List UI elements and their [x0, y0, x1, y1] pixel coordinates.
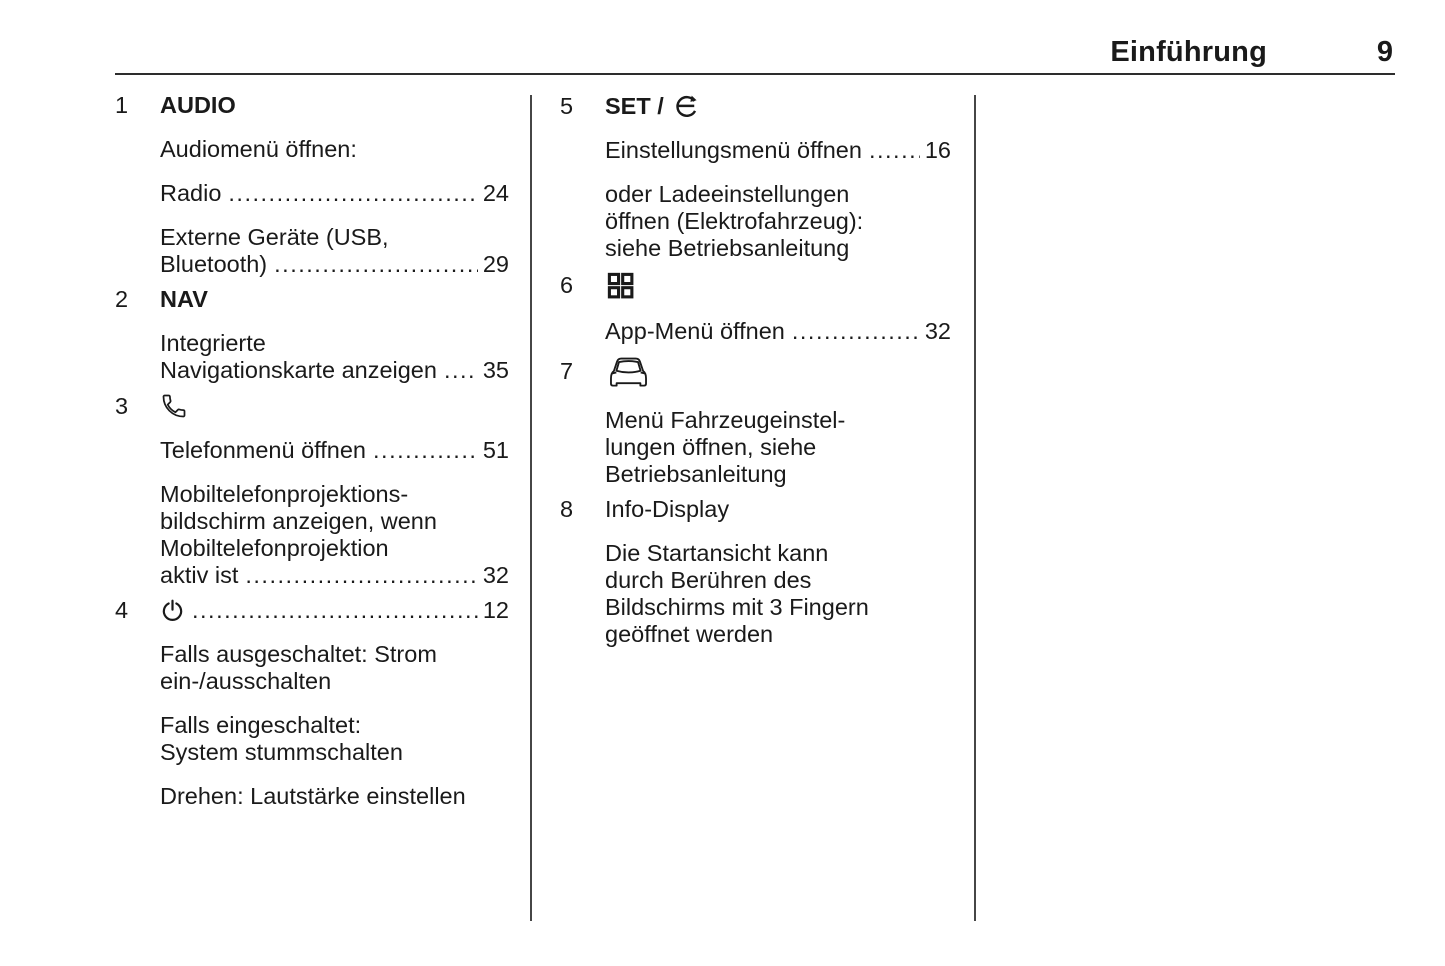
line-body: [160, 668, 509, 695]
item-text: Einstellungsmenü öffnen: [605, 137, 862, 163]
item-label: AUDIO: [160, 92, 236, 118]
line-body: [605, 270, 951, 301]
vehicle-icon: [605, 353, 652, 390]
phone-icon: [160, 392, 188, 420]
item-number: 8: [560, 496, 574, 522]
line-body: [160, 597, 509, 624]
toc-line: [560, 208, 951, 235]
toc-line: [115, 597, 509, 624]
toc-line: [560, 594, 951, 621]
toc-line: [115, 481, 509, 508]
toc-item-2: [115, 286, 509, 384]
line-body: [160, 562, 509, 589]
line-body: [160, 357, 509, 384]
line-body: [160, 739, 509, 766]
item-label: NAV: [160, 286, 208, 312]
toc-column-right: [560, 92, 951, 648]
line-body: [605, 92, 951, 120]
item-number: 4: [115, 597, 129, 623]
toc-block: [560, 353, 951, 390]
toc-line: [115, 712, 509, 739]
toc-line: [560, 353, 951, 390]
item-text: ein-/ausschalten: [160, 668, 332, 694]
item-text: System stummschalten: [160, 739, 403, 765]
line-body: [605, 540, 951, 567]
line-body: [160, 92, 509, 119]
toc-line: [115, 535, 509, 562]
leader-dots: [444, 357, 478, 384]
toc-line: [560, 434, 951, 461]
item-text: App-Menü öffnen: [605, 318, 785, 344]
toc-line: [560, 540, 951, 567]
item-text: Audiomenü öffnen:: [160, 136, 357, 162]
item-text: Mobiltelefonprojektions-: [160, 481, 409, 507]
item-text: öffnen (Elektrofahrzeug):: [605, 208, 864, 234]
toc-block: [115, 136, 509, 163]
line-body: [605, 621, 951, 648]
toc-line: [115, 668, 509, 695]
line-body: [605, 461, 951, 488]
toc-line: [560, 270, 951, 301]
page-ref: 35: [482, 357, 509, 383]
line-body: [160, 180, 509, 207]
toc-block: [115, 224, 509, 278]
item-number: 6: [560, 272, 574, 298]
toc-block: [560, 496, 951, 523]
item-text: geöffnet werden: [605, 621, 774, 647]
item-text: aktiv ist: [160, 562, 239, 588]
item-text: Betriebsanleitung: [605, 461, 787, 487]
item-text: lungen öffnen, siehe: [605, 434, 817, 460]
toc-block: [560, 318, 951, 345]
item-number: 7: [560, 358, 574, 384]
line-body: [160, 136, 509, 163]
toc-item-5: [560, 92, 951, 262]
line-body: [160, 712, 509, 739]
toc-block: [560, 137, 951, 164]
line-body: [605, 407, 951, 434]
line-body: [160, 481, 509, 508]
item-number: 5: [560, 92, 574, 119]
toc-block: [560, 540, 951, 648]
line-body: [605, 567, 951, 594]
item-number: 3: [115, 392, 129, 419]
page-ref: 16: [924, 137, 951, 163]
toc-block: [560, 181, 951, 262]
toc-line: [115, 180, 509, 207]
line-body: [605, 208, 951, 235]
line-body: [160, 330, 509, 357]
line-body: [605, 318, 951, 345]
toc-line: [560, 461, 951, 488]
toc-block: [560, 92, 951, 120]
toc-line: [115, 641, 509, 668]
toc-block: [560, 407, 951, 488]
toc-line: [560, 621, 951, 648]
toc-item-1: [115, 92, 509, 278]
line-body: [160, 641, 509, 668]
toc-block: [115, 437, 509, 464]
line-body: [160, 508, 509, 535]
item-text: siehe Betriebsanleitung: [605, 235, 850, 261]
item-text: Die Startansicht kann: [605, 540, 829, 566]
page-ref: 29: [482, 251, 509, 277]
line-body: [160, 286, 509, 313]
item-text: durch Berühren des: [605, 567, 812, 593]
charge-menu-icon: [670, 92, 701, 120]
toc-line: [115, 392, 509, 420]
toc-item-7: [560, 353, 951, 488]
item-text: Externe Geräte (USB,: [160, 224, 389, 250]
header-rule: [115, 73, 1395, 75]
line-body: [605, 181, 951, 208]
line-body: [605, 353, 951, 390]
toc-line: [115, 437, 509, 464]
page-title: Einführung: [1110, 36, 1267, 68]
power-icon: [160, 598, 185, 623]
toc-item-6: [560, 270, 951, 345]
leader-dots: [228, 180, 477, 207]
line-body: [605, 496, 951, 523]
leader-dots: [192, 597, 478, 624]
item-text: Mobiltelefonprojektion: [160, 535, 389, 561]
line-body: [160, 224, 509, 251]
item-text: bildschirm anzeigen, wenn: [160, 508, 437, 534]
line-body: [160, 392, 509, 420]
toc-block: [115, 392, 509, 420]
toc-line: [115, 251, 509, 278]
toc-block: [115, 92, 509, 119]
toc-block: [115, 641, 509, 695]
toc-line: [115, 562, 509, 589]
toc-line: [115, 330, 509, 357]
column-divider-1: [530, 95, 532, 921]
line-body: [605, 137, 951, 164]
page-ref: 51: [482, 437, 509, 463]
toc-block: [115, 330, 509, 384]
column-divider-2: [974, 95, 976, 921]
item-text: Info-Display: [605, 496, 730, 522]
page-ref: 24: [482, 180, 509, 206]
line-body: [160, 783, 509, 810]
line-body: [605, 434, 951, 461]
item-text: Integrierte: [160, 330, 266, 356]
toc-line: [560, 567, 951, 594]
toc-line: [115, 136, 509, 163]
toc-item-4: [115, 597, 509, 810]
toc-block: [115, 481, 509, 589]
leader-dots: [869, 137, 920, 164]
page-ref: 32: [482, 562, 509, 588]
toc-item-8: [560, 496, 951, 648]
leader-dots: [274, 251, 478, 278]
toc-line: [115, 783, 509, 810]
item-text: Drehen: Lautstärke einstellen: [160, 783, 466, 809]
item-number: 2: [115, 286, 129, 312]
item-text: Bluetooth): [160, 251, 268, 277]
page-ref: 12: [482, 597, 509, 623]
line-body: [160, 251, 509, 278]
toc-block: [115, 180, 509, 207]
toc-line: [560, 181, 951, 208]
toc-line: [115, 224, 509, 251]
toc-line: [115, 286, 509, 313]
item-text: Falls eingeschaltet:: [160, 712, 362, 738]
toc-line: [560, 92, 951, 120]
line-body: [160, 437, 509, 464]
toc-line: [560, 235, 951, 262]
item-text: Navigationskarte anzeigen: [160, 357, 437, 383]
toc-column-left: [115, 92, 509, 810]
toc-block: [115, 286, 509, 313]
item-text: oder Ladeeinstellungen: [605, 181, 850, 207]
toc-line: [115, 357, 509, 384]
line-body: [605, 235, 951, 262]
page-number: 9: [1376, 36, 1393, 68]
app-menu-icon: [605, 270, 636, 301]
toc-line: [560, 407, 951, 434]
page-ref: 32: [924, 318, 951, 344]
toc-line: [115, 739, 509, 766]
toc-item-3: [115, 392, 509, 589]
item-label: SET /: [605, 92, 671, 119]
item-text: Radio: [160, 180, 222, 206]
toc-block: [115, 597, 509, 624]
toc-line: [560, 496, 951, 523]
item-text: Falls ausgeschaltet: Strom: [160, 641, 437, 667]
line-body: [605, 594, 951, 621]
line-body: [160, 535, 509, 562]
toc-line: [560, 318, 951, 345]
item-text: Bildschirms mit 3 Fingern: [605, 594, 869, 620]
toc-block: [115, 783, 509, 810]
item-text: Menü Fahrzeugeinstel-: [605, 407, 846, 433]
toc-block: [115, 712, 509, 766]
toc-line: [115, 92, 509, 119]
item-number: 1: [115, 92, 129, 118]
leader-dots: [792, 318, 920, 345]
leader-dots: [373, 437, 478, 464]
toc-block: [560, 270, 951, 301]
toc-line: [115, 508, 509, 535]
leader-dots: [245, 562, 478, 589]
toc-line: [560, 137, 951, 164]
item-text: Telefonmenü öffnen: [160, 437, 367, 463]
